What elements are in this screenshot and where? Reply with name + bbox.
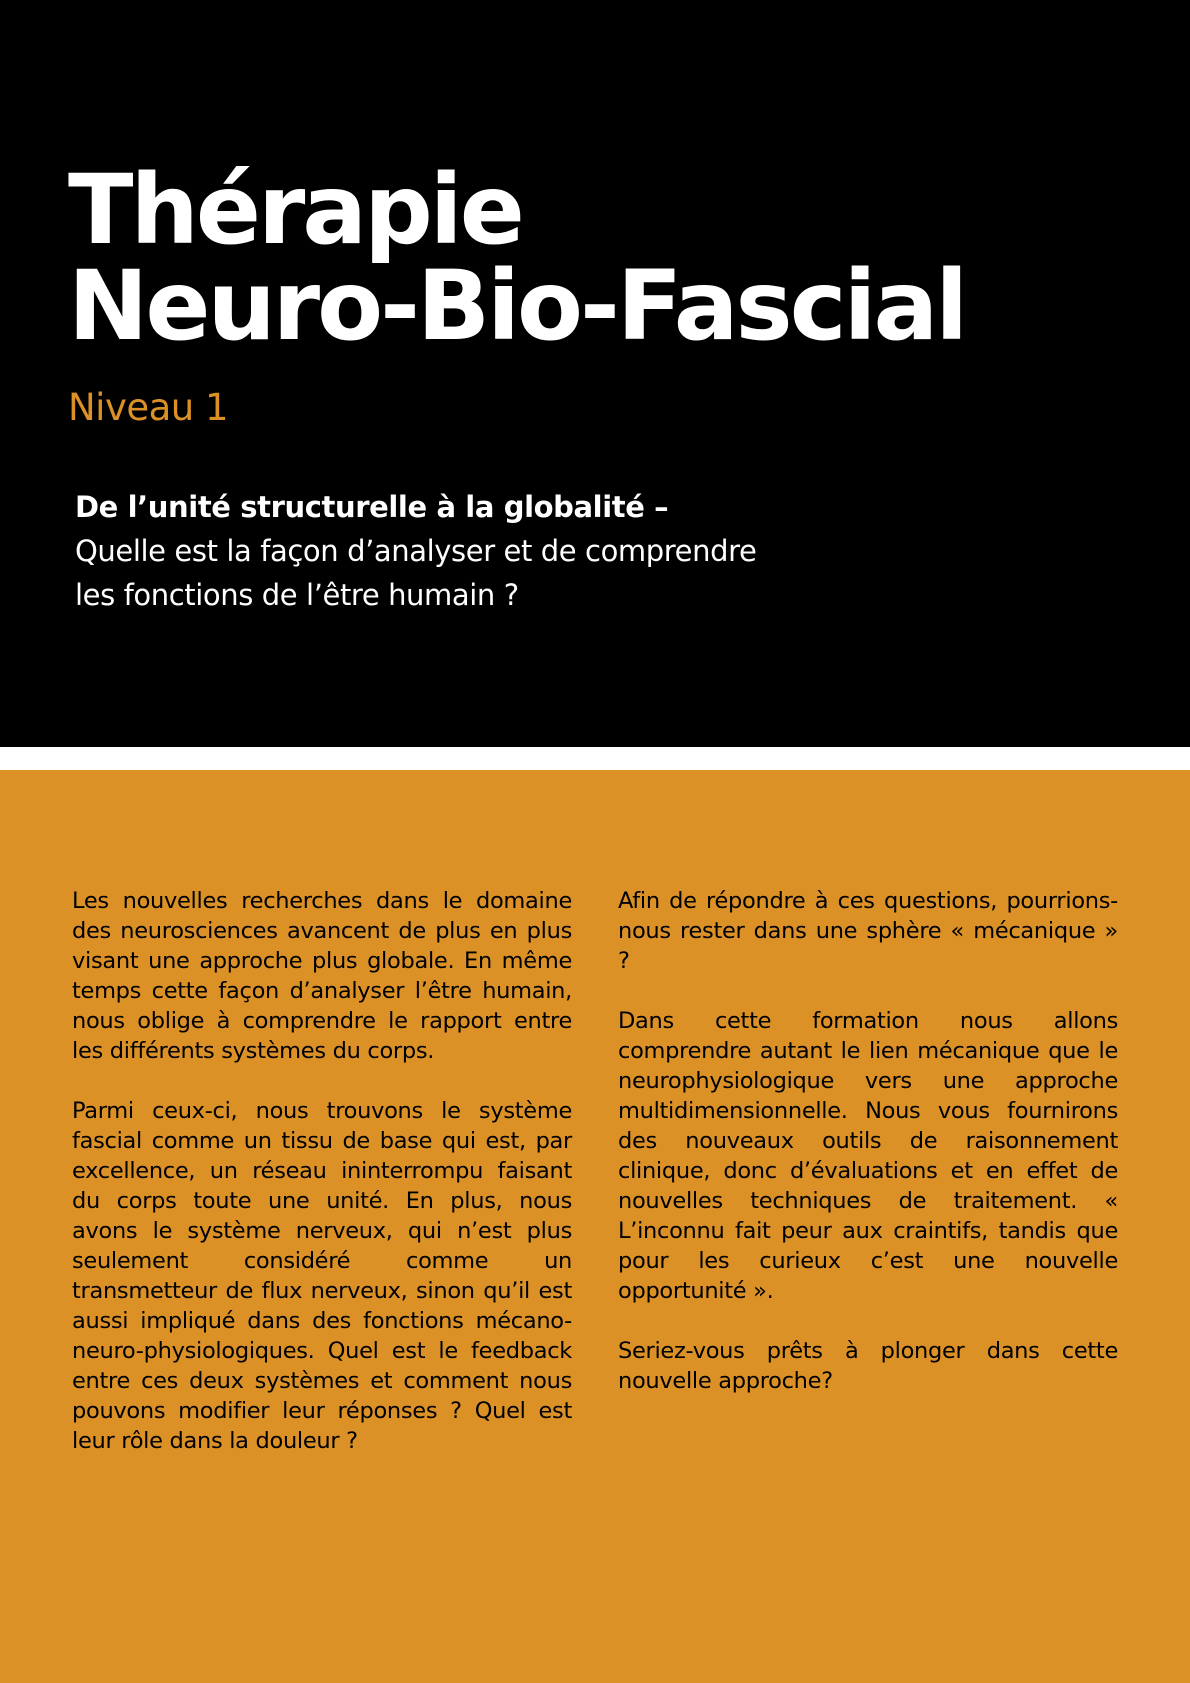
paragraph: Parmi ceux-ci, nous trouvons le système fascial comme un tissu de base qui est, par excellence, un réseau ininterrompu faisant du corps toute une unité. En plus, nous avons le système nerveux, qui n’est plus seulement considéré comme un transmetteur de flux nerveux, sinon qu’il est aussi impliqué dans des fonctions mécano-neuro-physiologiques. Quel est le feedback entre ces deux systèmes et comment nous pouvons modifier leur réponses ? Quel est leur rôle dans la douleur ? — [72, 1098, 572, 1454]
paragraph: Seriez-vous prêts à plonger dans cette nouvelle approche? — [618, 1338, 1118, 1394]
subtitle-line-2: Quelle est la façon d’analyser et de comprendre — [75, 534, 757, 568]
right-column — [618, 886, 1118, 1426]
title-line-1: Thérapie — [68, 154, 522, 266]
title-line-2: Neuro-Bio-Fascial — [68, 250, 966, 362]
header-panel — [0, 0, 1190, 747]
paragraph: Dans cette formation nous allons comprendre autant le lien mécanique que le neurophysiologique vers une approche multidimensionnelle. Nous vous fournirons des nouveaux outils de raisonnement clinique, donc d’évaluations et en effet de nouvelles techniques de traitement. « L’inconnu fait peur aux craintifs, tandis que pour les curieux c’est une nouvelle opportunité ». — [618, 1008, 1118, 1304]
subtitle-bold-line: De l’unité structurelle à la globalité – — [75, 490, 669, 524]
level-label: Niveau 1 — [68, 386, 229, 429]
paragraph: Afin de répondre à ces questions, pourrions-nous rester dans une sphère « mécanique » ? — [618, 888, 1118, 974]
subtitle-line-3: les fonctions de l’être humain ? — [75, 578, 519, 612]
left-column — [72, 886, 572, 1486]
page-title — [68, 154, 966, 362]
paragraph: Les nouvelles recherches dans le domaine des neurosciences avancent de plus en plus visant une approche plus globale. En même temps cette façon d’analyser l’être humain, nous oblige à comprendre le rapport entre les différents systèmes du corps. — [72, 888, 572, 1064]
subtitle — [75, 485, 975, 617]
